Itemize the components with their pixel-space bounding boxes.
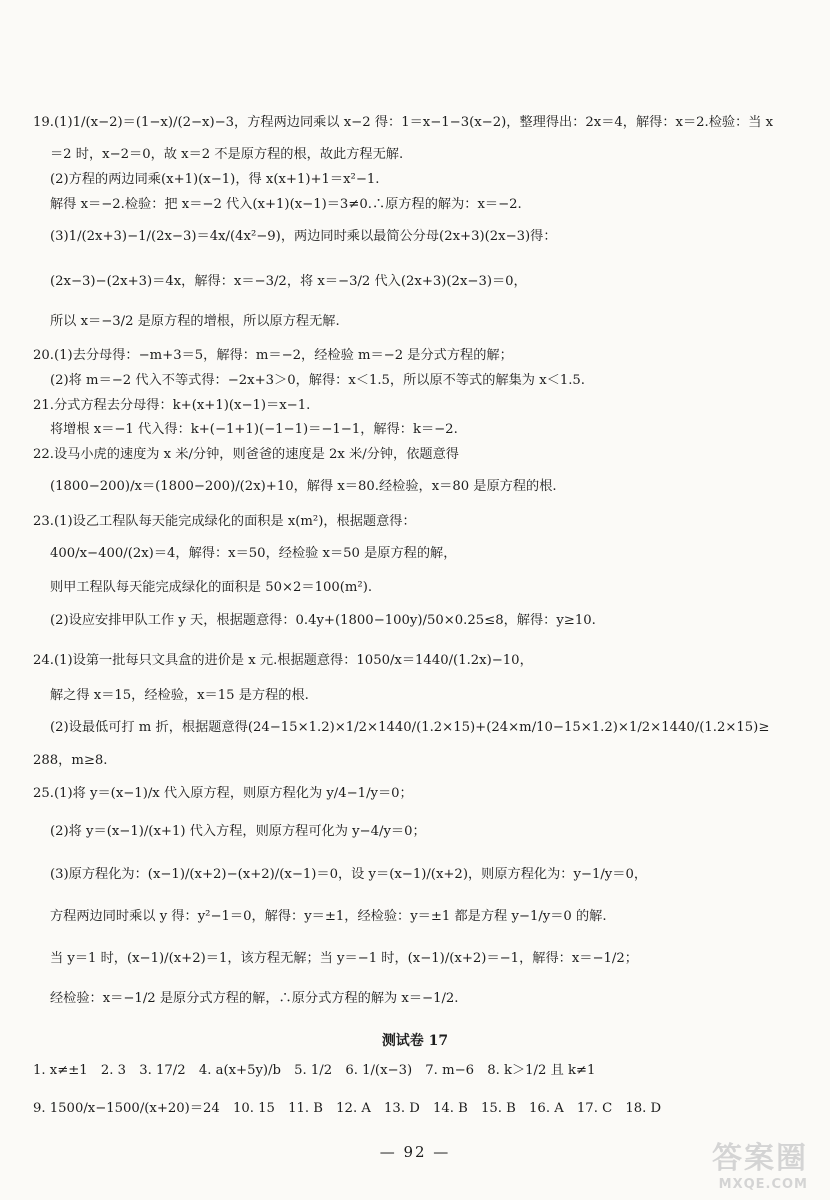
watermark (712, 1133, 808, 1192)
text-line: 23.(1)设乙工程队每天能完成绿化的面积是 x(m²)，根据题意得： (33, 514, 416, 529)
text-line: 当 y＝1 时，(x−1)/(x+2)＝1，该方程无解；当 y＝−1 时，(x−1)/(x+2)＝−1，解得：x＝−1/2； (50, 951, 638, 966)
text-line: (3)原方程化为：(x−1)/(x+2)−(x+2)/(x−1)＝0，设 y＝(x−1)/(x+2)，则原方程化为：y−1/y＝0， (50, 867, 648, 882)
text-line: 25.(1)将 y＝(x−1)/x 代入原方程，则原方程化为 y/4−1/y＝0； (33, 786, 413, 801)
text-line: 400/x−400/(2x)＝4，解得：x＝50，经检验 x＝50 是原方程的解， (50, 546, 457, 561)
text-line: 24.(1)设第一批每只文具盒的进价是 x 元.根据题意得：1050/x＝1440/(1.2x)−10， (33, 653, 533, 668)
text-line: 所以 x＝−3/2 是原方程的增根，所以原方程无解. (50, 314, 340, 329)
text-line: 解之得 x＝15，经检验，x＝15 是方程的根. (50, 688, 309, 703)
text-line: 经检验：x＝−1/2 是原分式方程的解，∴原分式方程的解为 x＝−1/2. (50, 991, 459, 1006)
text-line: ＝2 时，x−2＝0，故 x＝2 不是原方程的根，故此方程无解. (50, 147, 404, 162)
text-line: 20.(1)去分母得：−m+3＝5，解得：m＝−2，经检验 m＝−2 是分式方程的解； (33, 348, 513, 363)
text-line: (2)方程的两边同乘(x+1)(x−1)，得 x(x+1)+1＝x²−1. (50, 172, 380, 187)
text-line: 21.分式方程去分母得：k+(x+1)(x−1)＝x−1. (33, 398, 311, 413)
text-line: 方程两边同时乘以 y 得：y²−1＝0，解得：y＝±1，经检验：y＝±1 都是方程 y−1/y＝0 的解. (50, 909, 607, 924)
page-number: — 92 — (379, 1143, 451, 1161)
watermark-url: MXQE.COM (718, 1177, 808, 1192)
text-line: (2)将 y＝(x−1)/(x+1) 代入方程，则原方程可化为 y−4/y＝0； (50, 824, 426, 839)
text-line: 22.设马小虎的速度为 x 米/分钟，则爸爸的速度是 2x 米/分钟，依题意得 (33, 447, 459, 462)
watermark-logo: 答案圈 (712, 1141, 808, 1176)
text-line: (2x−3)−(2x+3)＝4x，解得：x＝−3/2，将 x＝−3/2 代入(2x+3)(2x−3)＝0， (50, 274, 527, 289)
text-line: 将增根 x＝−1 代入得：k+(−1+1)(−1−1)＝−1−1，解得：k＝−2. (50, 422, 458, 437)
text-line: (2)将 m＝−2 代入不等式得：−2x+3＞0，解得：x＜1.5，所以原不等式的解集为 x＜1.5. (50, 373, 585, 388)
answer-line: 1. x≠±1 2. 3 3. 17/2 4. a(x+5y)/b 5. 1/2 6. 1/(x−3) 7. m−6 8. k＞1/2 且 k≠1 (33, 1063, 596, 1078)
text-line: 288，m≥8. (33, 753, 108, 768)
text-line: (2)设最低可打 m 折，根据题意得(24−15×1.2)×1/2×1440/(1.2×15)+(24×m/10−15×1.2)×1/2×1440/(1.2×15)≥ (50, 720, 770, 735)
text-line: 则甲工程队每天能完成绿化的面积是 50×2＝100(m²). (50, 580, 373, 595)
answer-line: 9. 1500/x−1500/(x+20)＝24 10. 15 11. B 12. A 13. D 14. B 15. B 16. A 17. C 18. D (33, 1101, 662, 1116)
text-line: (2)设应安排甲队工作 y 天，根据题意得：0.4y+(1800−100y)/50×0.25≤8，解得：y≥10. (50, 613, 596, 628)
text-line: (3)1/(2x+3)−1/(2x−3)＝4x/(4x²−9)，两边同时乘以最简公分母(2x+3)(2x−3)得： (50, 229, 557, 244)
text-line: 19.(1)1/(x−2)＝(1−x)/(2−x)−3，方程两边同乘以 x−2 得：1＝x−1−3(x−2)，整理得出：2x＝4，解得：x＝2.检验：当 x (33, 115, 774, 130)
text-line: 解得 x＝−2.检验：把 x＝−2 代入(x+1)(x−1)＝3≠0.∴原方程的解为：x＝−2. (50, 197, 522, 212)
text-line: (1800−200)/x＝(1800−200)/(2x)+10，解得 x＝80.经检验，x＝80 是原方程的根. (50, 479, 557, 494)
section-heading: 测试卷 17 (381, 1033, 449, 1049)
